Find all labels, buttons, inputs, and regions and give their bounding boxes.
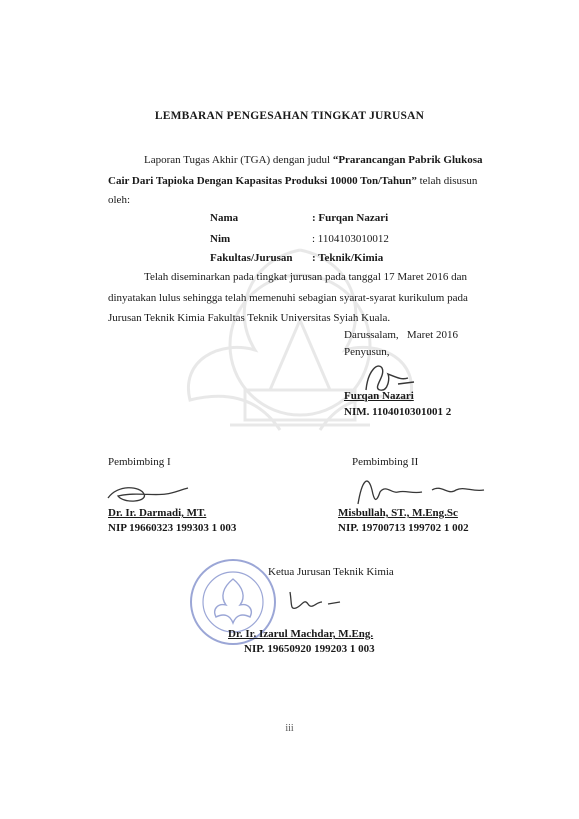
supervisor-1-signature [104, 478, 194, 508]
identity-value-faculty: : Teknik/Kimia [312, 252, 384, 264]
supervisor-2-name: Misbullah, ST., M.Eng.Sc [338, 507, 458, 519]
head-nip: NIP. 19650920 199203 1 003 [244, 643, 375, 655]
page-number: iii [285, 723, 294, 734]
identity-value-name: : Furqan Nazari [312, 212, 389, 224]
head-signature [282, 586, 362, 616]
head-role: Ketua Jurusan Teknik Kimia [268, 566, 394, 578]
author-nim: NIM. 1104010301001 2 [344, 406, 452, 418]
intro-line-3: oleh: [108, 194, 130, 206]
statement-line-1: Telah diseminarkan pada tingkat jurusan pada tanggal 17 Maret 2016 dan [144, 271, 468, 283]
author-role: Penyusun, [344, 346, 390, 358]
supervisor-1-role: Pembimbing I [108, 456, 171, 468]
intro-line-1 [144, 150, 506, 171]
intro-line-2 [108, 171, 508, 192]
identity-label-faculty: Fakultas/Jurusan [210, 252, 293, 264]
place-date: Darussalam, Maret 2016 [344, 329, 458, 341]
identity-label-name: Nama [210, 212, 239, 224]
thesis-title-part-1: “Prarancangan Pabrik Glukosa [332, 154, 483, 166]
supervisor-2-role: Pembimbing II [352, 456, 419, 468]
intro-suffix: telah disusun [416, 175, 478, 187]
supervisor-1-name: Dr. Ir. Darmadi, MT. [108, 507, 207, 519]
identity-value-nim: : 1104103010012 [312, 233, 389, 245]
page-title: LEMBARAN PENGESAHAN TINGKAT JURUSAN [154, 110, 425, 122]
supervisor-1-nip: NIP 19660323 199303 1 003 [108, 522, 237, 534]
supervisor-2-signature [352, 470, 492, 510]
author-name: Furqan Nazari [344, 390, 414, 402]
statement-line-3: Jurusan Teknik Kimia Fakultas Teknik Universitas Syiah Kuala. [108, 312, 391, 324]
statement-line-2: dinyatakan lulus sehingga telah memenuhi sebagian syarat-syarat kurikulum pada [108, 292, 468, 304]
thesis-title-part-2: Cair Dari Tapioka Dengan Kapasitas Produksi 10000 Ton/Tahun” [108, 175, 417, 187]
intro-prefix: Laporan Tugas Akhir (TGA) dengan judul [144, 154, 333, 166]
supervisor-2-nip: NIP. 19700713 199702 1 002 [338, 522, 469, 534]
head-name: Dr. Ir. Izarul Machdar, M.Eng. [228, 628, 374, 640]
identity-label-nim: Nim [210, 233, 231, 245]
university-logo-watermark [160, 230, 440, 460]
